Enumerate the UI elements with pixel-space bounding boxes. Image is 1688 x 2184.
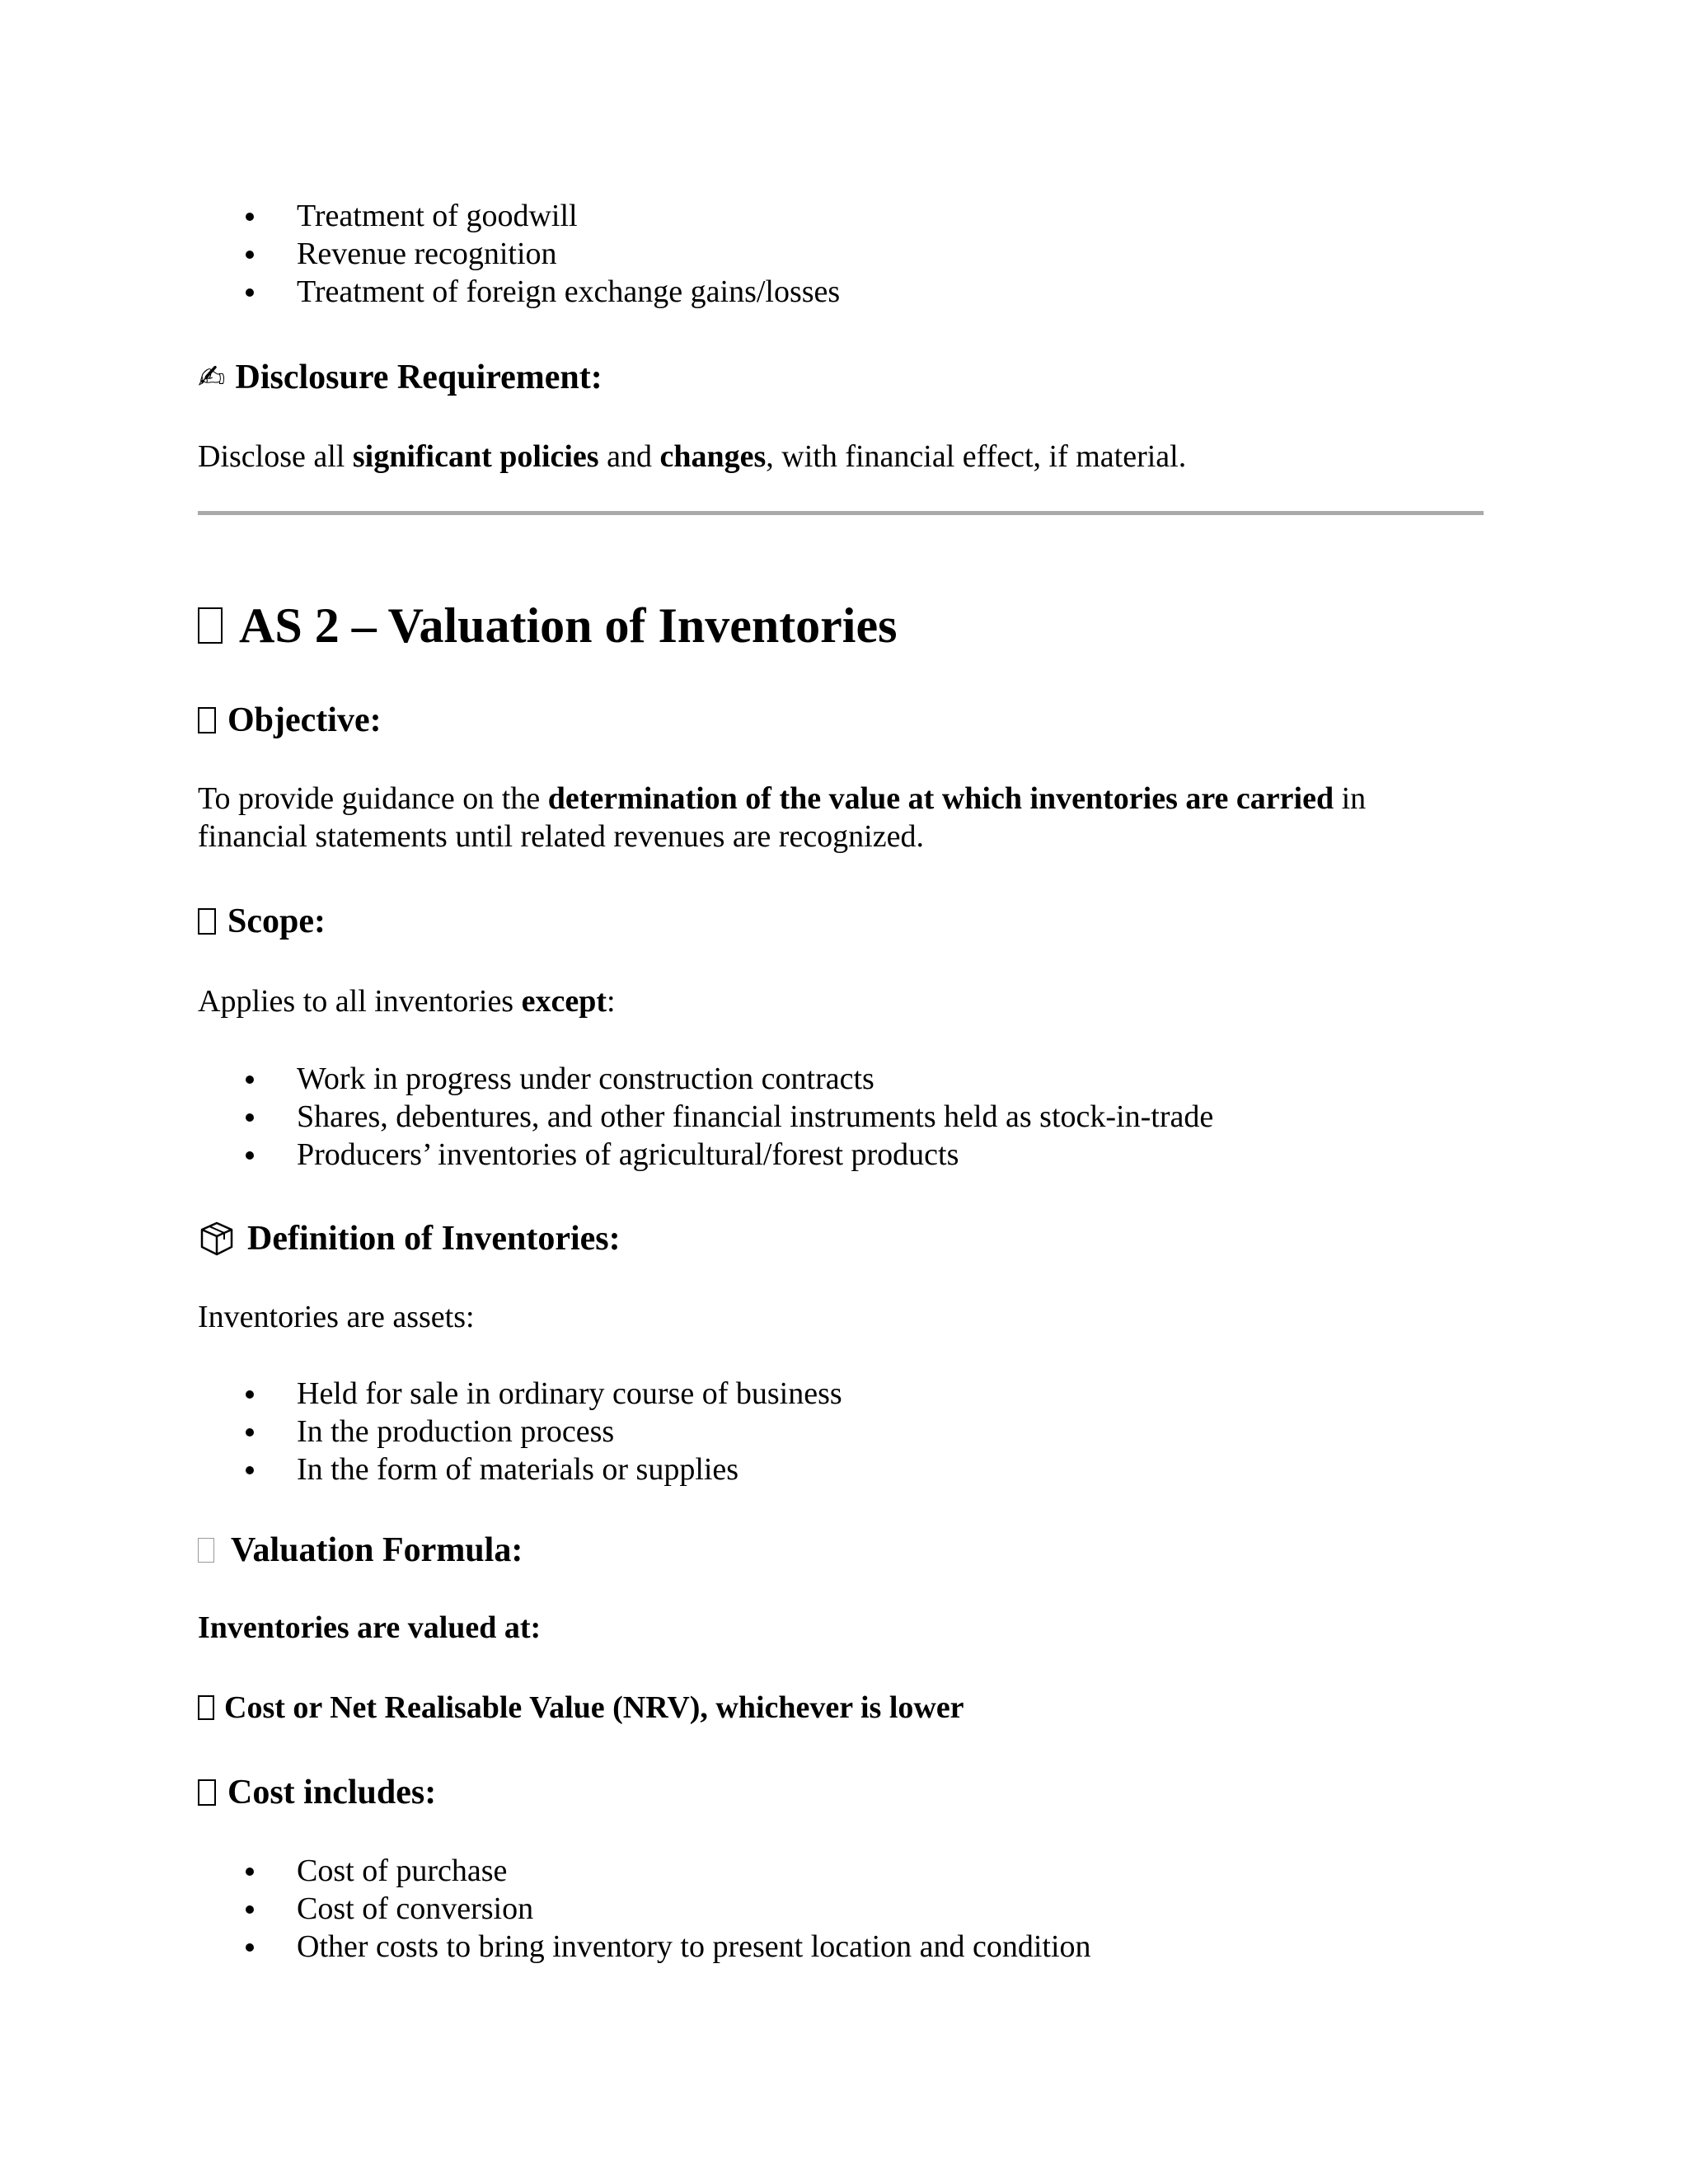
list-item: Treatment of goodwill xyxy=(198,197,840,235)
objective-text: To provide guidance on the determination of the value at which inventories are carried in financial statements until related revenues are recognized. xyxy=(198,781,1367,854)
intro-bullet-list xyxy=(198,197,840,311)
list-item: Producers’ inventories of agricultural/forest products xyxy=(198,1136,1213,1174)
objective-heading: Objective: xyxy=(198,700,382,741)
missing-glyph-icon xyxy=(198,1779,216,1806)
bullet-dot xyxy=(246,213,254,221)
writing-hand-icon: ✍ xyxy=(198,359,226,396)
section-divider xyxy=(198,511,1484,515)
disclosure-text: Disclose all significant policies and changes, with financial effect, if material. xyxy=(198,439,1187,474)
scope-bullet-list xyxy=(198,1060,1213,1174)
list-item: Treatment of foreign exchange gains/losses xyxy=(198,273,840,311)
missing-glyph-icon xyxy=(198,1538,214,1563)
bullet-dot xyxy=(246,1113,254,1122)
valuation-intro: Inventories are valued at: xyxy=(198,1610,542,1645)
bullet-dot xyxy=(246,1943,254,1952)
valuation-heading: Valuation Formula: xyxy=(198,1530,523,1571)
definition-text: Inventories are assets: xyxy=(198,1300,475,1334)
bullet-dot xyxy=(246,251,254,259)
bullet-dot xyxy=(246,1466,254,1474)
missing-glyph-icon xyxy=(198,908,216,935)
disclosure-heading: ✍ Disclosure Requirement: xyxy=(198,359,603,396)
scope-text: Applies to all inventories except: xyxy=(198,984,616,1019)
list-item: In the production process xyxy=(198,1413,842,1451)
list-item: Shares, debentures, and other financial instruments held as stock-in-trade xyxy=(198,1098,1213,1136)
list-item: Other costs to bring inventory to present location and condition xyxy=(198,1928,1091,1966)
scope-heading: Scope: xyxy=(198,901,326,942)
valuation-rule: Cost or Net Realisable Value (NRV), whichever is lower xyxy=(198,1689,964,1727)
bullet-dot xyxy=(246,288,254,297)
bullet-dot xyxy=(246,1428,254,1436)
missing-glyph-icon xyxy=(198,607,223,644)
list-item: Revenue recognition xyxy=(198,235,840,273)
section-title: AS 2 – Valuation of Inventories xyxy=(198,597,897,654)
missing-glyph-icon xyxy=(198,707,216,733)
cost-includes-bullet-list xyxy=(198,1852,1091,1966)
list-item: Work in progress under construction contracts xyxy=(198,1060,1213,1098)
bullet-dot xyxy=(246,1076,254,1084)
package-icon xyxy=(198,1220,236,1258)
bullet-dot xyxy=(246,1868,254,1876)
missing-glyph-icon xyxy=(198,1695,214,1720)
bullet-dot xyxy=(246,1905,254,1914)
list-item: Held for sale in ordinary course of business xyxy=(198,1375,842,1413)
bullet-dot xyxy=(246,1390,254,1399)
definition-bullet-list xyxy=(198,1375,842,1488)
bullet-dot xyxy=(246,1151,254,1160)
definition-heading: Definition of Inventories: xyxy=(198,1218,621,1259)
list-item: Cost of conversion xyxy=(198,1890,1091,1928)
cost-includes-heading: Cost includes: xyxy=(198,1772,436,1813)
list-item: In the form of materials or supplies xyxy=(198,1451,842,1488)
list-item: Cost of purchase xyxy=(198,1852,1091,1890)
